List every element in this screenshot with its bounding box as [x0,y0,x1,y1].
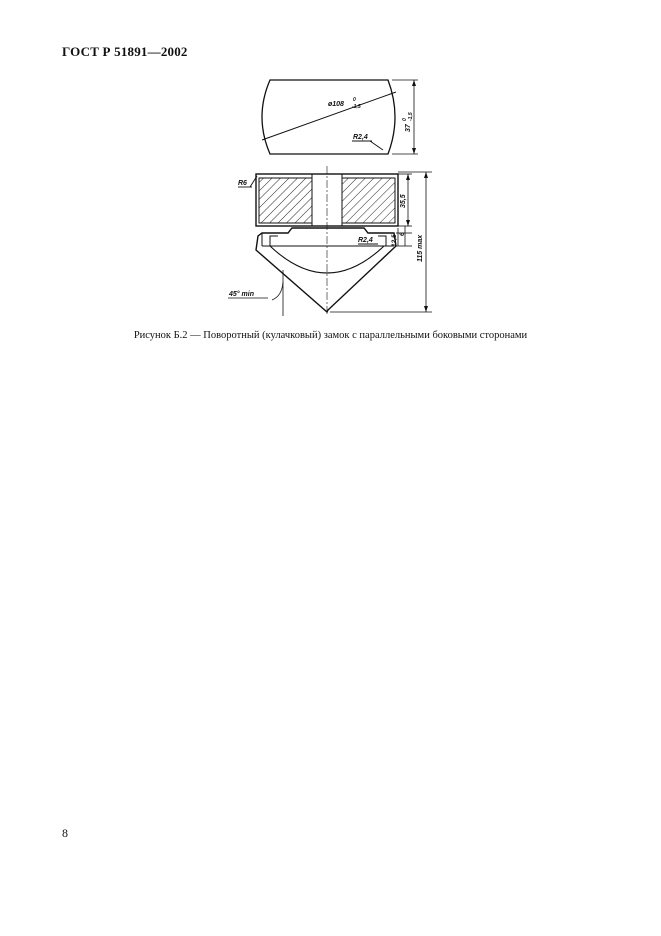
technical-drawing [0,0,661,340]
dim-12-5: 12,5 [391,234,398,247]
dim-35-5: 35,5 [400,194,407,208]
diameter-tol-upper: 0 [353,97,356,103]
radius-label-r6: R6 [238,180,247,187]
lower-body [256,228,396,312]
angle-label: 45° min [229,291,254,298]
top-view [262,80,418,154]
radius-label-top: R2,4 [353,134,368,141]
diameter-tol-lower: -1,5 [352,104,361,110]
radius-label-inner: R2,4 [358,237,373,244]
height-label: 37 [405,124,412,132]
figure-caption: Рисунок Б.2 — Поворотный (кулачковый) замок с параллельными боковыми сторонами [133,330,528,341]
height-tol-upper: 0 [402,118,408,121]
diameter-label: ø108 [328,101,344,108]
diameter-line [262,92,396,140]
page-number: 8 [62,826,68,840]
side-view [228,166,432,316]
document-code: ГОСТ Р 51891—2002 [62,44,188,59]
dim-6: 6 [399,232,406,236]
height-tol-lower: -1,5 [408,112,414,121]
cam-outline [262,80,395,154]
dim-115-max: 115 max [417,234,424,262]
